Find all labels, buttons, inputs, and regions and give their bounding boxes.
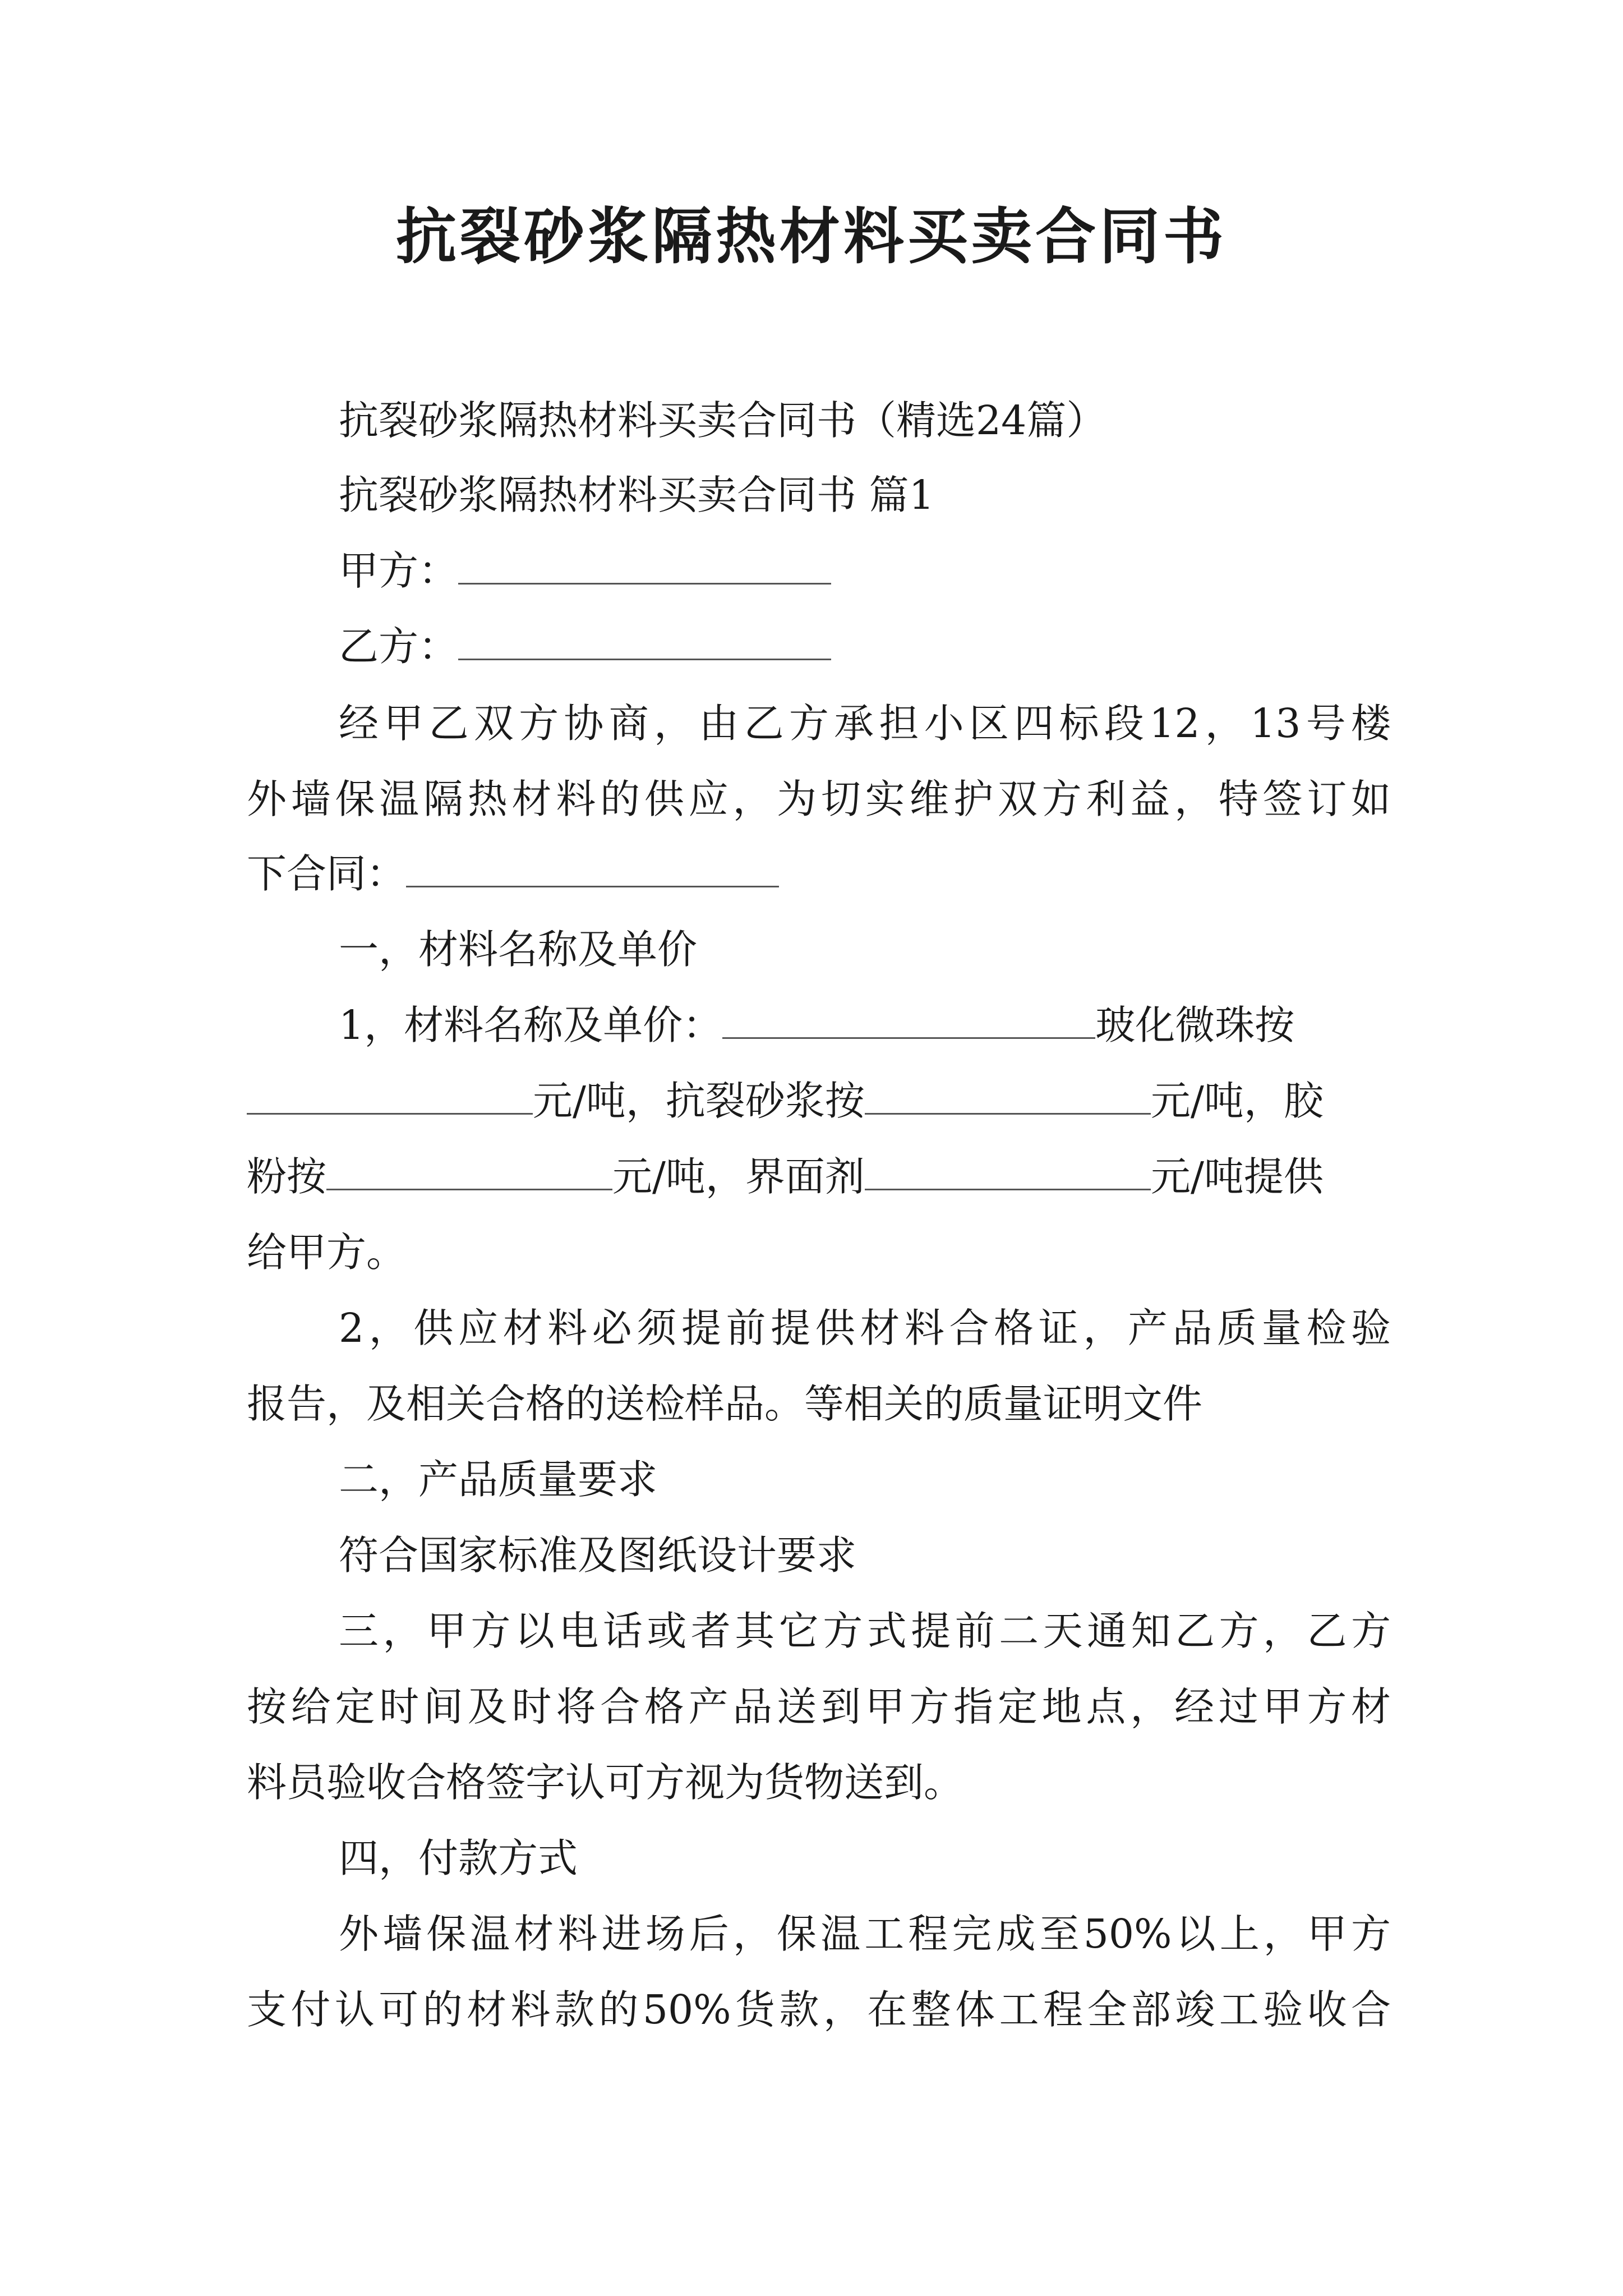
- paragraph-line: [247, 836, 1391, 912]
- paragraph-line: 给甲方。: [247, 1229, 407, 1276]
- party-a-blank: [458, 549, 831, 585]
- paragraph-line: 报告，及相关合格的送检样品。等相关的质量证明文件: [247, 1381, 1203, 1427]
- inline-text: 1，材料名称及单价：: [339, 1002, 723, 1048]
- paragraph-line: [247, 1063, 1391, 1139]
- clause-heading: 二，产品质量要求: [339, 1456, 658, 1503]
- price-blank: [722, 1004, 1095, 1039]
- inline-text: 元/吨，胶: [1150, 1078, 1324, 1124]
- inline-text: 元/吨，界面剂: [612, 1153, 865, 1200]
- paragraph-line: 外墙保温材料进场后，保温工程完成至50%以上，甲方: [339, 1911, 1391, 1957]
- inline-text: 元/吨，抗裂砂浆按: [533, 1078, 865, 1124]
- contract-label: 下合同：: [247, 850, 407, 897]
- inline-text: 玻化微珠按: [1095, 1002, 1295, 1048]
- inline-text: 粉按: [247, 1153, 327, 1200]
- price-blank: [865, 1155, 1151, 1190]
- party-b-blank: [458, 625, 831, 660]
- clause-heading: 一，材料名称及单价: [339, 926, 698, 973]
- price-blank: [326, 1155, 612, 1190]
- paragraph-line: 支付认可的材料款的50%货款，在整体工程全部竣工验收合: [247, 1986, 1391, 2033]
- paragraph-line: 符合国家标准及图纸设计要求: [339, 1532, 857, 1579]
- paragraph-line: [247, 1139, 1391, 1215]
- paragraph-line: 2，供应材料必须提前提供材料合格证，产品质量检验: [339, 1305, 1391, 1351]
- paragraph-line: 料员验收合格签字认可方视为货物送到。: [247, 1759, 964, 1806]
- paragraph-line: 按给定时间及时将合格产品送到甲方指定地点，经过甲方材: [247, 1683, 1391, 1730]
- paragraph-line: 外墙保温隔热材料的供应，为切实维护双方利益，特签订如: [247, 776, 1391, 822]
- subtitle-line: 抗裂砂浆隔热材料买卖合同书（精选24篇）: [339, 397, 1106, 444]
- paragraph-line: 经甲乙双方协商，由乙方承担小区四标段12，13号楼: [339, 700, 1391, 747]
- paragraph-line: 三，甲方以电话或者其它方式提前二天通知乙方，乙方: [339, 1608, 1391, 1654]
- party-a-line: [247, 533, 1391, 609]
- contract-blank: [406, 852, 779, 887]
- document-title: 抗裂砂浆隔热材料买卖合同书: [395, 201, 1227, 272]
- inline-text: 元/吨提供: [1150, 1153, 1324, 1200]
- party-b-label: 乙方：: [339, 623, 459, 670]
- price-blank: [865, 1079, 1151, 1115]
- party-b-line: [247, 609, 1391, 685]
- section-heading: 抗裂砂浆隔热材料买卖合同书 篇1: [339, 472, 934, 518]
- paragraph-line: [247, 987, 1391, 1064]
- clause-heading: 四，付款方式: [339, 1835, 578, 1881]
- price-blank: [247, 1079, 533, 1115]
- party-a-label: 甲方：: [339, 547, 459, 594]
